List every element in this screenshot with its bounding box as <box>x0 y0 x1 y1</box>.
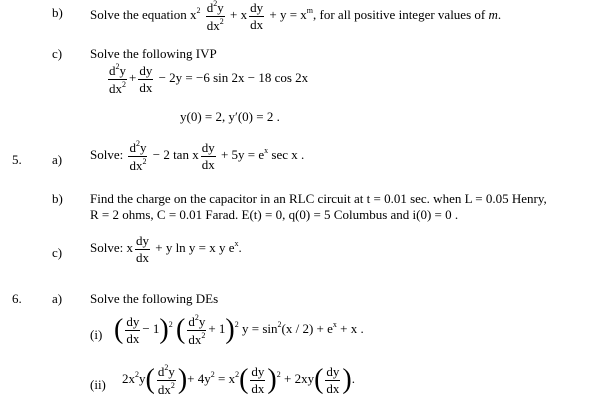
q5c-equation: Solve: x $\frac{dy}{dx}$ + y ln y = x y $e^x$. <box>90 233 242 265</box>
fraction: $\frac{d^2y}{dx^2}$ <box>206 0 224 33</box>
q4b-rhs: + y = x <box>269 7 307 23</box>
q5a-equation: Solve: $\frac{d^2y}{dx^2}$ − 2 tan x $\frac{dy}{dx}$ + $5y = e^x$ sec x . <box>90 139 305 173</box>
fraction: $\frac{dy}{dx}$ <box>139 63 153 95</box>
q4c-label: c) <box>52 46 63 61</box>
fraction: $\frac{dy}{dx}$ <box>250 0 264 32</box>
q6i-label: (i) <box>90 327 103 342</box>
q6ii-equation: $2x^2y$( $\frac{d^2y}{dx^2}$ )+ $4y^2 = x^2$( $\frac{dy}{dx}$ )$^2$ + 2xy( $\frac{dy}{dx}$ ). <box>122 363 355 397</box>
q5b-line2: R = 2 ohms, C = 0.01 Farad. E(t) = 0, q(0) = 5 Columbus and i(0) = 0 . <box>90 207 459 222</box>
fraction: $\frac{dy}{dx}$ <box>135 233 149 265</box>
q6a-title: Solve the following DEs <box>90 291 219 306</box>
fraction: $\frac{dy}{dx}$ <box>326 364 340 396</box>
q4b-tail: , for all positive integer values of <box>313 7 486 23</box>
q6a-label: a) <box>52 291 63 306</box>
q6ii-label: (ii) <box>90 377 106 392</box>
fraction: $\frac{d^2y}{dx^2}$ <box>157 363 175 397</box>
q4c-initial-conditions: y(0) = 2, y′(0) = 2 . <box>180 109 280 124</box>
fraction: $\frac{dy}{dx}$ <box>251 364 265 396</box>
q4b-lead: Solve the equation <box>90 7 187 23</box>
fraction: $\frac{dy}{dx}$ <box>126 314 140 346</box>
q5b-label: b) <box>52 191 63 206</box>
fraction: $\frac{dy}{dx}$ <box>201 140 215 172</box>
q5c-label: c) <box>52 245 63 260</box>
q5-number: 5. <box>12 152 22 167</box>
q6i-equation: ( $\frac{dy}{dx}$ − 1)$^2$ ( $\frac{d^2y}{dx^2}$ + 1)$^2$ $y = \sin^2(x / 2) + e^x + x$ . <box>114 313 364 347</box>
q4b-equation: Solve the equation $x^2$ $\frac{d^2y}{dx^2}$ + x $\frac{dy}{dx}$ + $y = x^m$, for all positive integer values of m. <box>90 0 502 33</box>
q4b-label: b) <box>52 5 63 20</box>
fraction: $\frac{d^2y}{dx^2}$ <box>188 313 206 347</box>
fraction: $\frac{d^2y}{dx^2}$ <box>129 139 147 173</box>
fraction: $\frac{d^2y}{dx^2}$ <box>109 62 126 96</box>
q4c-title: Solve the following IVP <box>90 46 217 61</box>
q6-number: 6. <box>12 291 22 306</box>
q5b-line1: Find the charge on the capacitor in an RLC circuit at t = 0.01 sec. when L = 0.05 Henry, <box>90 191 547 206</box>
q5a-label: a) <box>52 152 63 167</box>
q4c-equation: $\frac{d^2y}{dx^2}$ + $\frac{dy}{dx}$ − 2y = −6 sin 2x − 18 cos 2x <box>109 62 309 96</box>
